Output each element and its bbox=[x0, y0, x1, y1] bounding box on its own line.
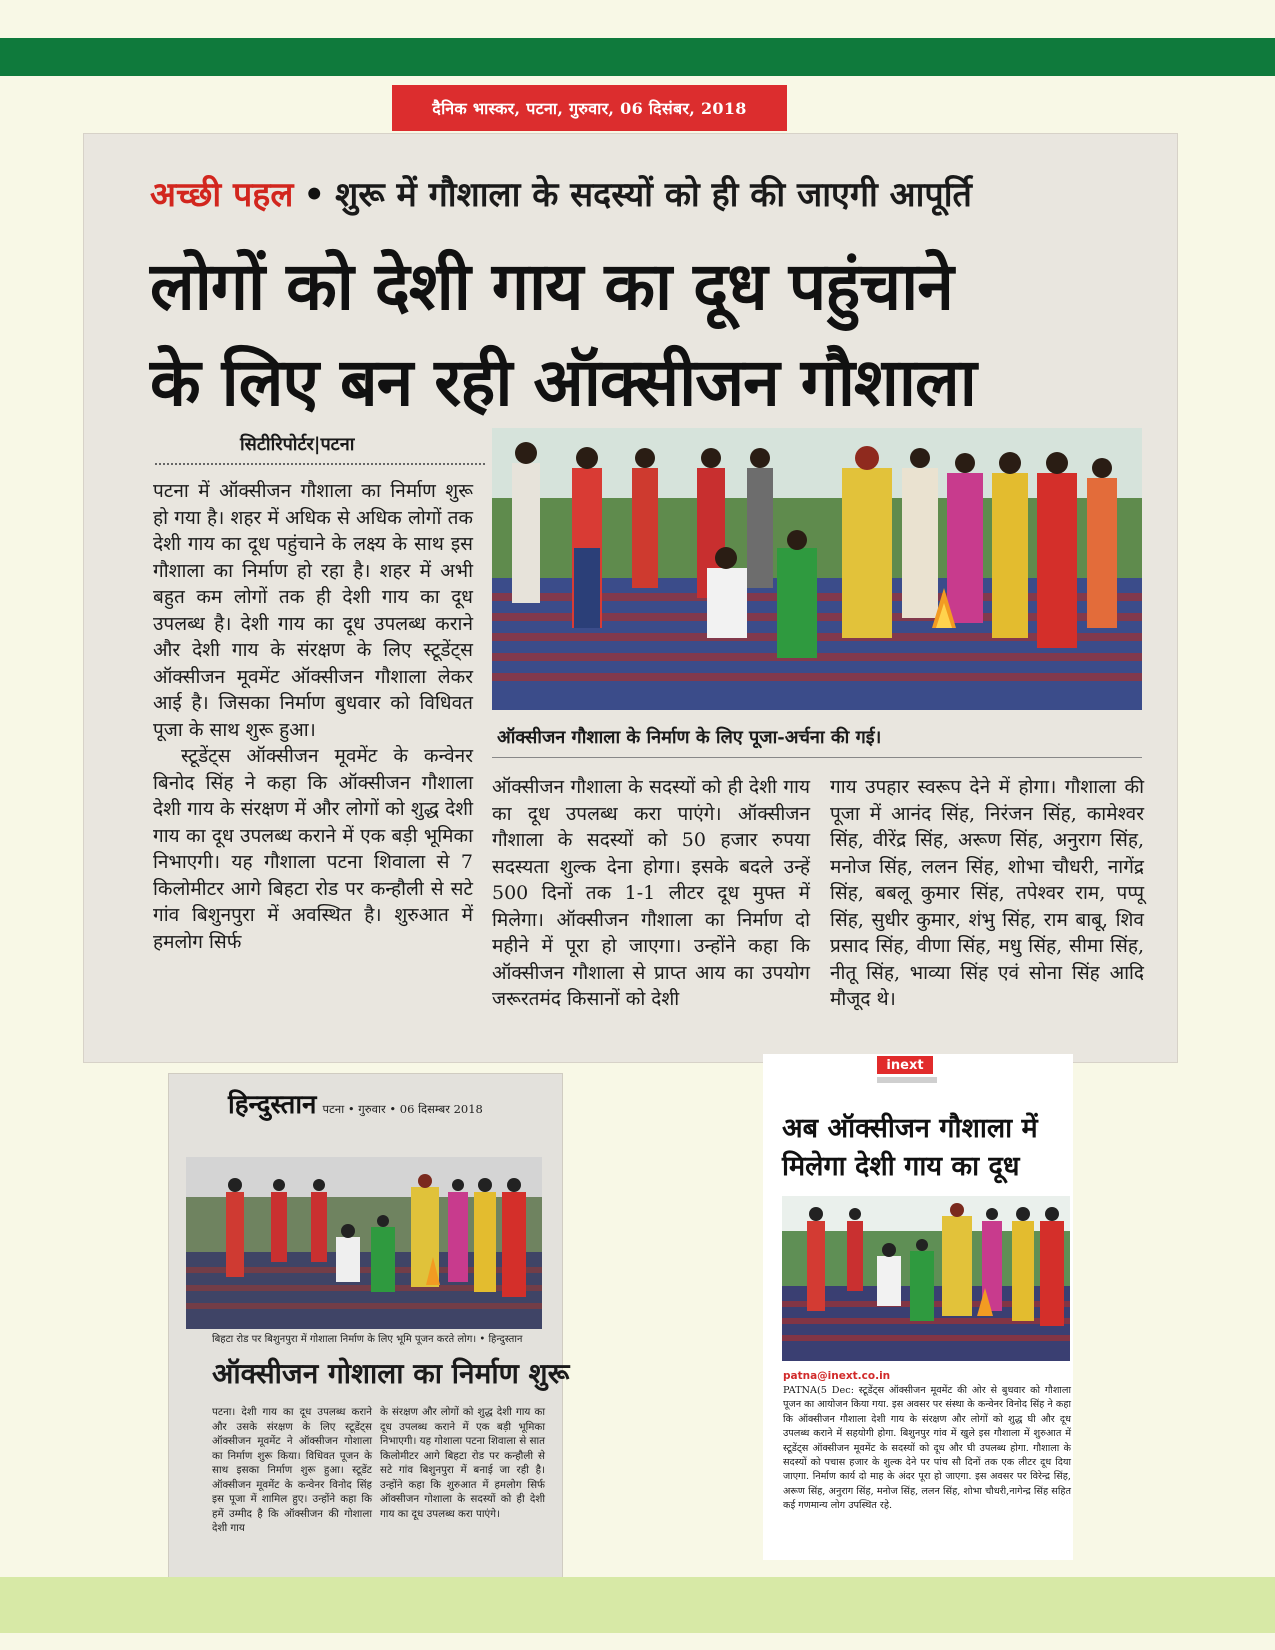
main-photo-caption: ऑक्सीजन गौशाला के निर्माण के लिए पूजा-अर्चना की गई। bbox=[497, 727, 882, 748]
hindustan-headline: ऑक्सीजन गोशाला का निर्माण शुरू bbox=[212, 1357, 570, 1390]
byline-divider bbox=[155, 463, 485, 465]
inext-headline-line1: अब ऑक्सीजन गौशाला में bbox=[782, 1113, 1038, 1144]
hindustan-masthead bbox=[228, 1085, 518, 1121]
main-column-1 bbox=[153, 478, 473, 955]
puja-scene-illustration bbox=[492, 428, 1142, 710]
main-masthead: दैनिक भास्कर, पटना, गुरुवार, 06 दिसंबर, 2018 bbox=[392, 85, 787, 131]
inext-tagline-strip bbox=[877, 1077, 937, 1083]
hindustan-photo bbox=[186, 1157, 542, 1329]
main-photo-puja bbox=[492, 428, 1142, 710]
main-byline: सिटीरिपोर्टर|पटना bbox=[240, 434, 355, 455]
main-kicker bbox=[150, 170, 1150, 220]
kicker-separator: • bbox=[303, 175, 326, 215]
hindustan-scene-illustration bbox=[186, 1157, 542, 1329]
main-headline bbox=[150, 238, 1160, 430]
main-col1-para2: स्टूडेंट्स ऑक्सीजन मूवमेंट के कन्वेनर बिनोद सिंह ने कहा कि ऑक्सीजन गौशाला देशी गाय के संरक्षण में और लोगों को शुद्ध देशी गाय का दूध उपलब्ध कराने में एक बड़ी भूमिका निभाएगी। यह गौशाला पटना शिवाला से 7 किलोमीटर आगे बिहटा रोड पर कन्हौली से सटे गांव बिशुनपुरा में अवस्थित है। शुरुआत में हमलोग सिर्फ bbox=[153, 745, 473, 953]
inext-email: patna@inext.co.in bbox=[783, 1370, 891, 1382]
hindustan-column-2: के संरक्षण और लोगों को शुद्ध देशी गाय का दूध उपलब्ध कराने में एक बड़ी भूमिका निभाएगी। यह गोशाला पटना शिवाला से सात किलोमीटर आगे बिहटा रोड पर कन्हौली से सटे गांव बिशुनपुरा में बनाई जा रही है। उन्होंने कहा कि शुरुआत में हमलोग सिर्फ ऑक्सीजन गोशाला के सदस्यों को ही देशी गाय का दूध उपलब्ध करा पाएंगे। bbox=[380, 1406, 545, 1520]
main-headline-line1: लोगों को देशी गाय का दूध पहुंचाने bbox=[150, 247, 953, 325]
hindustan-column-1: पटना। देशी गाय का दूध उपलब्ध कराने और उसके संरक्षण के लिए स्टूडेंट्स ऑक्सीजन मूवमेंट ने ऑक्सीजन गोशाला का निर्माण शुरू किया। विधिवत पूजन के साथ इसका निर्माण शुरू हुआ। स्टूडेंट ऑक्सीजन मूवमेंट के कन्वेनर विनोद सिंह इस पूजा में शामिल हुए। उन्होंने कहा कि हमें उम्मीद है कि ऑक्सीजन की गोशाला देशी गाय bbox=[212, 1406, 372, 1534]
caption-divider bbox=[492, 757, 1142, 758]
top-green-band bbox=[0, 38, 1275, 76]
inext-headline-line2: मिलेगा देशी गाय का दूध bbox=[782, 1151, 1020, 1182]
main-column-2 bbox=[492, 774, 810, 1013]
kicker-highlight: अच्छी पहल bbox=[150, 175, 294, 215]
hindustan-photo-caption: बिहटा रोड पर बिशुनपुरा में गोशाला निर्माण के लिए भूमि पूजन करते लोग। • हिन्दुस्तान bbox=[212, 1334, 523, 1345]
main-headline-line2: के लिए बन रही ऑक्सीजन गौशाला bbox=[150, 343, 976, 421]
hindustan-logo: हिन्दुस्तान bbox=[228, 1090, 317, 1120]
hindustan-dateline: पटना • गुरुवार • 06 दिसम्बर 2018 bbox=[322, 1102, 483, 1116]
main-col1-para1: पटना में ऑक्सीजन गौशाला का निर्माण शुरू हो गया है। शहर में अधिक से अधिक लोगों तक देशी गाय का दूध पहुंचाने के लक्ष्य के साथ इस गौशाला का निर्माण हो रहा है। शहर में अभी बहुत कम लोगों तक ही देशी गाय का दूध उपलब्ध है। देशी गाय का दूध उपलब्ध कराने और देशी गाय के संरक्षण के लिए स्टूडेंट्स ऑक्सीजन मूवमेंट ऑक्सीजन गौशाला लेकर आई है। जिसका निर्माण बुधवार को विधिवत पूजा के साथ शुरू हुआ। bbox=[153, 480, 473, 741]
inext-body-text: PATNA(5 Dec: स्टूडेंट्स ऑक्सीजन मूवमेंट की ओर से बुधवार को गौशाला पूजन का आयोजन किया गया. इस अवसर पर संस्था के कन्वेनर विनोद सिंह ने कहा कि ऑक्सीजन गौशाला देशी गाय के संरक्षण और लोगों को शुद्ध घी और दूध उपलब्ध कराने में सहयोगी होगा. बिशुनपुर गांव में खुले इस गौशाला में शुरुआत में स्टूडेंट्स ऑक्सीजन मूवमेंट के सदस्यों को दूध और घी उपलब्ध होगा. गौशाला के सदस्यों को पचास हजार के शुल्क देने पर पांच सौ दिनों तक एक लीटर दूध दिया जाएगा. निर्माण कार्य दो माह के अंदर पूरा हो जाएगा. इस अवसर पर विरेन्द्र सिंह, अरूण सिंह, अनुराग सिंह, मनोज सिंह, ललन सिंह, शोभा चौधरी,नागेन्द्र सिंह सहित कई गणमान्य लोग उपस्थित रहे. bbox=[783, 1385, 1071, 1512]
kicker-text: शुरू में गौशाला के सदस्यों को ही की जाएगी आपूर्ति bbox=[335, 175, 972, 215]
bottom-green-band bbox=[0, 1577, 1275, 1633]
inext-headline bbox=[782, 1110, 1062, 1186]
main-col3-text: गाय उपहार स्वरूप देने में होगा। गौशाला की पूजा में आनंद सिंह, निरंजन सिंह, कामेश्वर सिंह, वीरेंद्र सिंह, अरूण सिंह, अनुराग सिंह, मनोज सिंह, ललन सिंह, शोभा चौधरी, नागेंद्र सिंह, बबलू कुमार सिंह, तपेश्वर राम, पप्पू सिंह, सुधीर कुमार, शंभु सिंह, राम बाबू, शिव प्रसाद सिंह, वीणा सिंह, मधु सिंह, सीमा सिंह, नीतू सिंह, भाव्या सिंह एवं सोना सिंह आदि मौजूद थे। bbox=[830, 776, 1144, 1010]
inext-logo: inext bbox=[877, 1056, 933, 1074]
main-column-3 bbox=[830, 774, 1144, 1013]
inext-photo bbox=[782, 1196, 1070, 1361]
main-col2-text: ऑक्सीजन गौशाला के सदस्यों को ही देशी गाय का दूध उपलब्ध करा पाएंगे। ऑक्सीजन गौशाला के सदस्यों को 50 हजार रुपया सदस्यता शुल्क देना होगा। इसके बदले उन्हें 500 दिनों तक 1-1 लीटर दूध मुफ्त में मिलेगा। ऑक्सीजन गौशाला का निर्माण दो महीने में पूरा हो जाएगा। उन्होंने कहा कि ऑक्सीजन गौशाला से प्राप्त आय का उपयोग जरूरतमंद किसानों को देशी bbox=[492, 776, 810, 1010]
inext-scene-illustration bbox=[782, 1196, 1070, 1361]
